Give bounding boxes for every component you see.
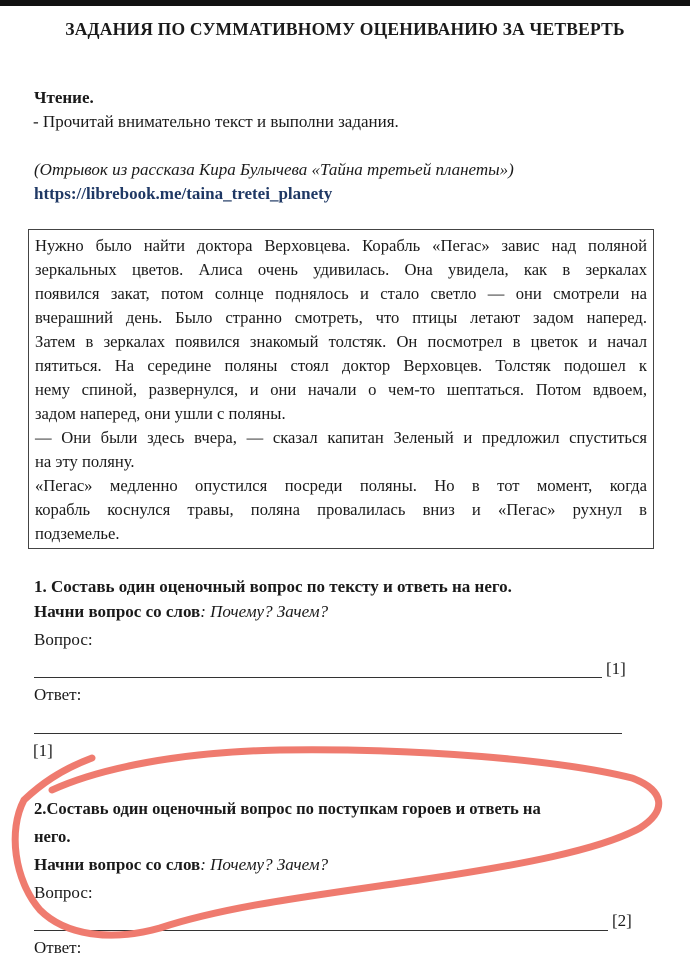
task2-start-examples: : Почему? Зачем? xyxy=(200,855,329,874)
task1-number: 1 xyxy=(34,577,43,596)
passage-line: «Пегас» медленно опустился посреди поляны. Но в тот момент, когда xyxy=(35,476,647,495)
passage-line: Затем в зеркалах появился знакомый толстяк. Он посмотрел в цветок и начал xyxy=(35,332,647,351)
reading-instruction: - Прочитай внимательно текст и выполни задания. xyxy=(33,112,399,131)
passage-line: появился закат, потом солнце поднялось и стало светло — они смотрели на xyxy=(35,284,647,303)
task1-answer-label: Ответ: xyxy=(34,685,82,704)
task2-start-label: Начни вопрос со слов xyxy=(34,855,201,874)
passage-line: Нужно было найти доктора Верховцева. Корабль «Пегас» завис над поляной xyxy=(35,236,647,255)
task1-answer-mark: [1] xyxy=(33,741,53,760)
passage-line: — Они были здесь вчера, — сказал капитан Зеленый и предложил спуститься xyxy=(35,428,647,447)
task1-question-mark: [1] xyxy=(606,659,626,678)
task2-question-label: Вопрос: xyxy=(34,883,93,902)
passage-line: вчерашний день. Было странно смотреть, что птицы летают задом наперед. xyxy=(35,308,647,327)
task1-question-label: Вопрос: xyxy=(34,630,93,649)
passage-line: на эту поляну. xyxy=(35,452,135,471)
task1-start-examples: : Почему? Зачем? xyxy=(200,602,329,621)
passage-line: нему спиной, развернулся, и они начали о чем-то шептаться. Потом вдвоем, xyxy=(35,380,647,399)
reading-heading: Чтение. xyxy=(34,88,94,107)
task2-title-line1: 2.Составь один оценочный вопрос по поступкам гороев и ответь на xyxy=(34,799,541,818)
passage-line: пятиться. На середине поляны стоял доктор Верховцев. Толстяк подошел к xyxy=(35,356,647,375)
source-link[interactable]: https://librebook.me/taina_tretei_planety xyxy=(34,184,333,203)
page-title: ЗАДАНИЯ ПО СУММАТИВНОМУ ОЦЕНИВАНИЮ ЗА ЧЕТВЕРТЬ xyxy=(65,19,625,39)
passage-line: корабль коснулся травы, поляна провалилась вниз и «Пегас» рухнул в xyxy=(35,500,647,519)
task1-title-text: . Составь один оценочный вопрос по тексту и ответь на него. xyxy=(42,577,512,596)
source-citation: (Отрывок из рассказа Кира Булычева «Тайна третьей планеты») xyxy=(34,160,514,179)
task1-start-label: Начни вопрос со слов xyxy=(34,602,201,621)
task2-question-mark: [2] xyxy=(612,911,632,930)
passage-line: подземелье. xyxy=(35,524,120,543)
passage-line: задом наперед, они ушли с поляны. xyxy=(35,404,286,423)
task2-title-line2: него. xyxy=(34,827,71,846)
task2-answer-label: Ответ: xyxy=(34,938,82,957)
passage-line: зеркальных цветов. Алиса очень удивилась. Она увидела, как в зеркалах xyxy=(35,260,647,279)
